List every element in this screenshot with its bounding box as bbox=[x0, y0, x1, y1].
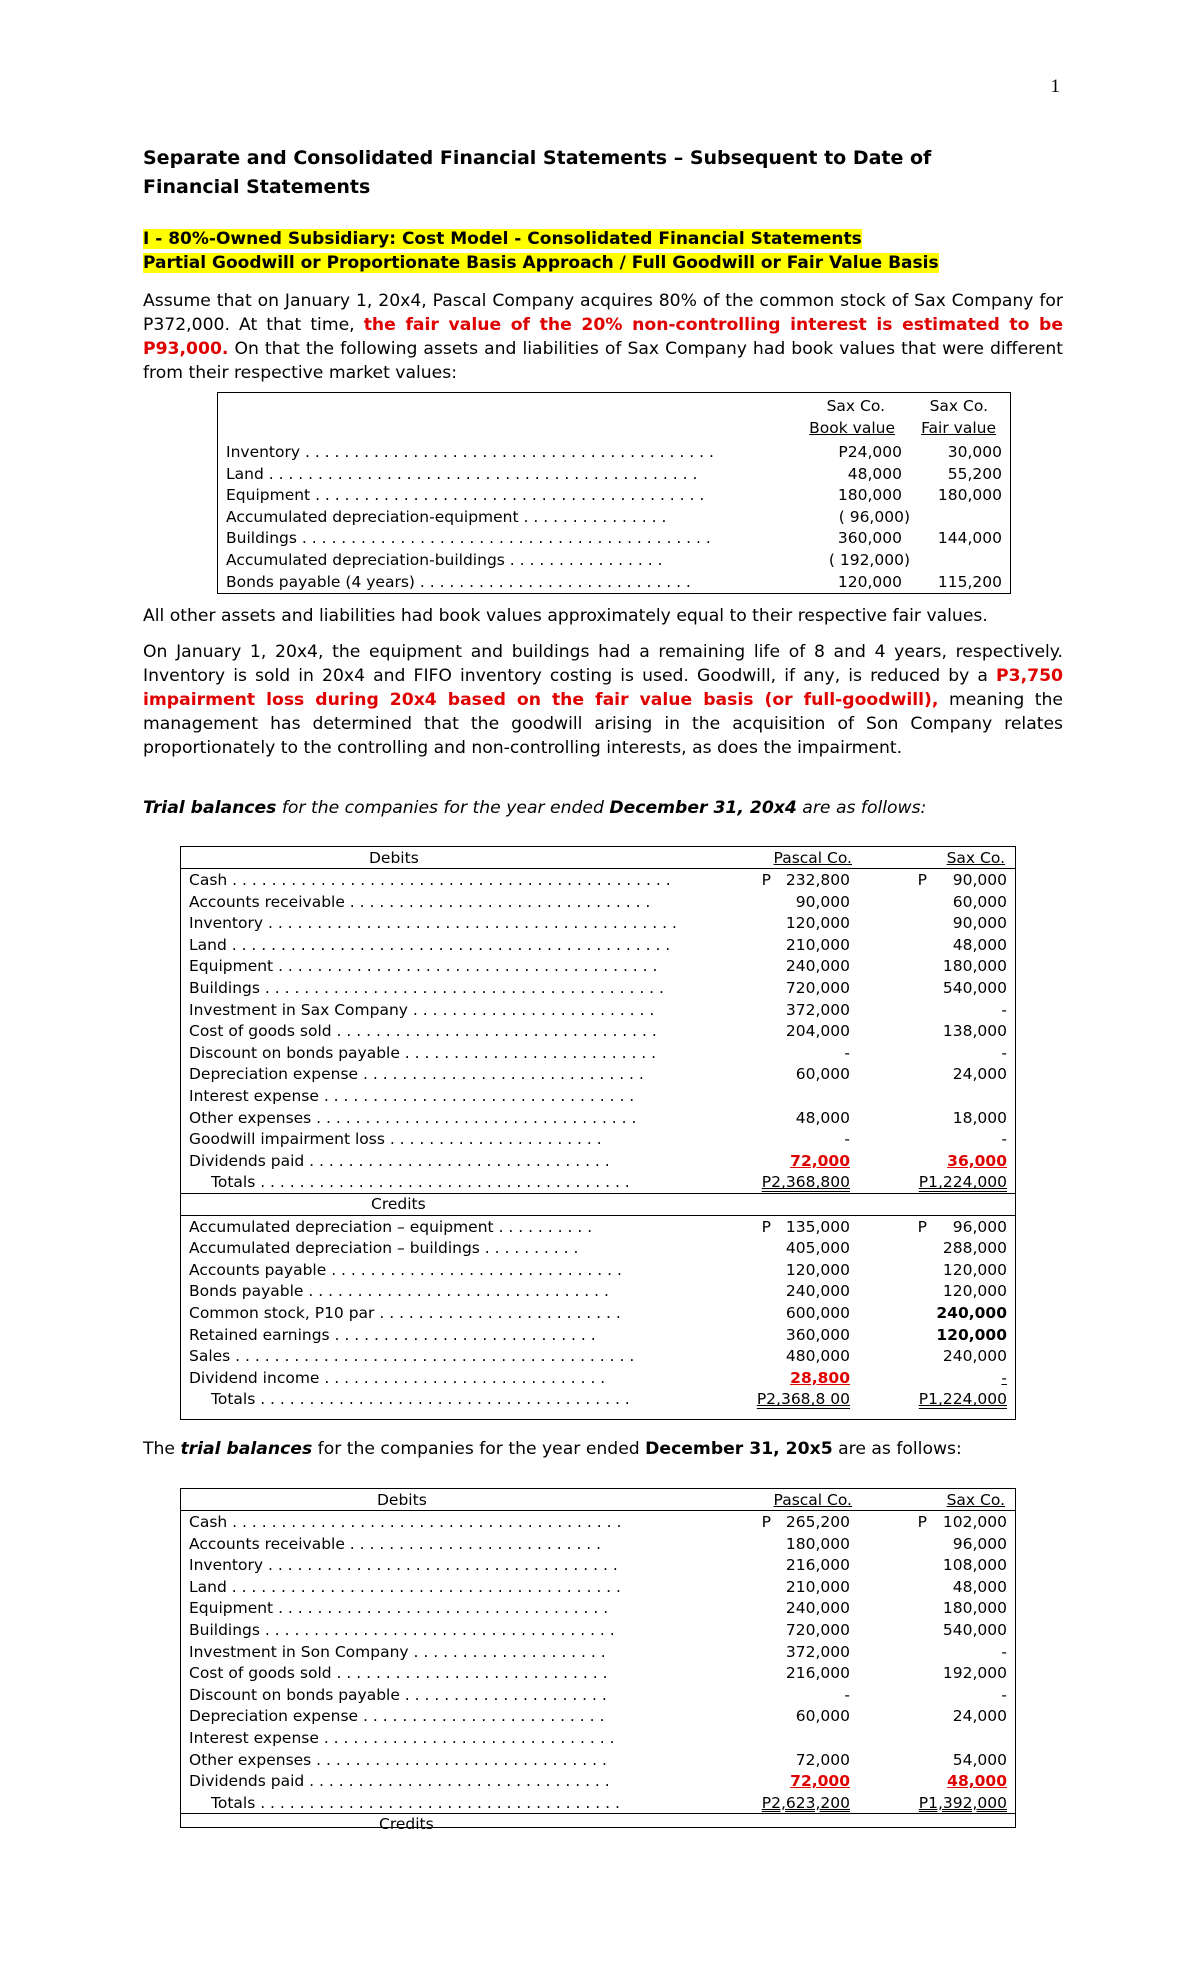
fair-value: 144,000 bbox=[937, 529, 1002, 548]
pascal-value: 120,000 bbox=[785, 914, 850, 933]
asset-label: Accumulated depreciation-equipment . . . . . . . . . . . . . . . bbox=[226, 507, 667, 526]
table-row bbox=[181, 1020, 1015, 1042]
table-row bbox=[181, 1388, 1015, 1410]
table-row bbox=[181, 1662, 1015, 1684]
row-label: Dividend income . . . . . . . . . . . . . . . . . . . . . . . . . . . . . bbox=[189, 1368, 606, 1387]
asset-row bbox=[218, 571, 1010, 593]
sax-value: - bbox=[1001, 1685, 1007, 1704]
table-row bbox=[181, 1705, 1015, 1727]
table-row bbox=[181, 1259, 1015, 1281]
asset-row bbox=[218, 463, 1010, 485]
table-row bbox=[181, 934, 1015, 956]
row-label: Common stock, P10 par . . . . . . . . . . . . . . . . . . . . . . . . . bbox=[189, 1304, 621, 1322]
book-value: ( 192,000) bbox=[828, 551, 910, 569]
section-rule bbox=[181, 1193, 1015, 1194]
trial-balance-intro-20x4: Trial balances for the companies for the year ended December 31, 20x4 are as follows: bbox=[143, 798, 927, 818]
credits-header: Credits bbox=[371, 1195, 426, 1213]
sax-value: 192,000 bbox=[942, 1664, 1007, 1683]
row-label: Totals . . . . . . . . . . . . . . . . . . . . . . . . . . . . . . . . . . . . . . bbox=[211, 1173, 630, 1192]
asset-row bbox=[218, 484, 1010, 506]
sax-value: 90,000 bbox=[952, 871, 1007, 889]
sax-value: - bbox=[1001, 1368, 1007, 1387]
pascal-value: - bbox=[844, 1043, 850, 1062]
pascal-value: P2,623,200 bbox=[761, 1793, 850, 1812]
pascal-value: 60,000 bbox=[795, 1065, 850, 1084]
pascal-value: 232,800 bbox=[785, 871, 850, 889]
intro-paragraph: Assume that on January 1, 20x4, Pascal Company acquires 80% of the common stock of Sax Company for P372,000. At that time, the fair value of the 20% non-controlling interest is estimated to be P93,000. On that the following assets and liabilities of Sax Company had book values that were different from their respective market values: bbox=[143, 291, 1063, 383]
pascal-value: 72,000 bbox=[795, 1750, 850, 1769]
sax-value: 48,000 bbox=[947, 1772, 1007, 1791]
debits-header: Debits bbox=[377, 1491, 427, 1509]
document-title: Separate and Consolidated Financial Statements – Subsequent to Date of Financial Statements bbox=[143, 147, 932, 198]
sax-value: 240,000 bbox=[942, 1347, 1007, 1366]
sax-value: 540,000 bbox=[942, 1621, 1007, 1639]
row-label: Cost of goods sold . . . . . . . . . . . . . . . . . . . . . . . . . . . . . . . . . bbox=[189, 1022, 657, 1041]
row-label: Dividends paid . . . . . . . . . . . . . . . . . . . . . . . . . . . . . . . bbox=[189, 1772, 610, 1791]
trial-balance-intro-20x5: The trial balances for the companies for the year ended December 31, 20x5 are as follows: bbox=[143, 1439, 962, 1459]
table-row bbox=[181, 1063, 1015, 1085]
table-row bbox=[181, 977, 1015, 999]
sax-value: 24,000 bbox=[952, 1065, 1007, 1084]
row-label: Depreciation expense . . . . . . . . . . . . . . . . . . . . . . . . . . . . . bbox=[189, 1065, 644, 1084]
pascal-value: 720,000 bbox=[785, 1621, 850, 1639]
asset-row bbox=[218, 441, 1010, 463]
table-row bbox=[181, 891, 1015, 913]
col-header: Fair value bbox=[921, 419, 996, 437]
pascal-value: 240,000 bbox=[785, 1282, 850, 1301]
sax-value: 24,000 bbox=[952, 1707, 1007, 1726]
col-header-pascal: Pascal Co. bbox=[773, 849, 852, 867]
row-label: Other expenses . . . . . . . . . . . . . . . . . . . . . . . . . . . . . . . . . bbox=[189, 1108, 637, 1127]
sax-value: 18,000 bbox=[952, 1108, 1007, 1127]
row-label: Cost of goods sold . . . . . . . . . . . . . . . . . . . . . . . . . . . . bbox=[189, 1664, 608, 1683]
table-row bbox=[181, 1684, 1015, 1706]
pascal-value: 90,000 bbox=[795, 892, 850, 911]
row-label: Depreciation expense . . . . . . . . . . . . . . . . . . . . . . . . . bbox=[189, 1707, 605, 1726]
fair-value: 55,200 bbox=[947, 464, 1002, 483]
trial-balance-20x5 bbox=[180, 1488, 1016, 1834]
pascal-value: 210,000 bbox=[785, 935, 850, 954]
book-value: 360,000 bbox=[837, 529, 902, 548]
pascal-value: 72,000 bbox=[790, 1151, 850, 1170]
table-row bbox=[181, 1641, 1015, 1663]
asset-label: Equipment . . . . . . . . . . . . . . . . . . . . . . . . . . . . . . . . . . . . . . . . bbox=[226, 486, 705, 505]
book-value: 48,000 bbox=[847, 464, 902, 483]
col-header: Book value bbox=[809, 419, 895, 437]
table-row bbox=[181, 1533, 1015, 1555]
asset-row bbox=[218, 527, 1010, 549]
row-label: Investment in Son Company . . . . . . . . . . . . . . . . . . . . bbox=[189, 1642, 606, 1661]
pascal-value: 216,000 bbox=[785, 1664, 850, 1683]
page-number: 1 bbox=[1050, 76, 1060, 97]
book-value: 180,000 bbox=[837, 486, 902, 505]
book-value: ( 96,000) bbox=[838, 507, 910, 526]
col-header-pascal: Pascal Co. bbox=[773, 1491, 852, 1509]
sax-value: 120,000 bbox=[942, 1260, 1007, 1279]
row-label: Accounts payable . . . . . . . . . . . . . . . . . . . . . . . . . . . . . . bbox=[189, 1260, 622, 1279]
pascal-value: 60,000 bbox=[795, 1707, 850, 1726]
pascal-value: 210,000 bbox=[785, 1577, 850, 1596]
sax-value: 96,000 bbox=[952, 1534, 1007, 1553]
pascal-value: 372,000 bbox=[785, 1642, 850, 1661]
row-label: Land . . . . . . . . . . . . . . . . . . . . . . . . . . . . . . . . . . . . . . . . bbox=[189, 1577, 621, 1596]
row-label: Buildings . . . . . . . . . . . . . . . . . . . . . . . . . . . . . . . . . . . . bbox=[189, 1621, 615, 1639]
row-label: Inventory . . . . . . . . . . . . . . . . . . . . . . . . . . . . . . . . . . . . bbox=[189, 1556, 618, 1575]
row-label: Inventory . . . . . . . . . . . . . . . . . . . . . . . . . . . . . . . . . . . . . . . . . . bbox=[189, 914, 677, 933]
table-row bbox=[181, 999, 1015, 1021]
col-header-sax: Sax Co. bbox=[946, 849, 1005, 867]
asset-label: Land . . . . . . . . . . . . . . . . . . . . . . . . . . . . . . . . . . . . . . . . . . . . bbox=[226, 464, 698, 483]
pascal-value: 720,000 bbox=[785, 979, 850, 997]
pascal-value: 372,000 bbox=[785, 1000, 850, 1019]
sax-value: 54,000 bbox=[952, 1750, 1007, 1769]
sax-value: 102,000 bbox=[942, 1513, 1007, 1531]
pascal-value: - bbox=[844, 1685, 850, 1704]
row-label: Discount on bonds payable . . . . . . . . . . . . . . . . . . . . . . . . . . bbox=[189, 1043, 657, 1062]
table-row bbox=[181, 1770, 1015, 1792]
debits-header: Debits bbox=[369, 849, 419, 867]
row-label: Other expenses . . . . . . . . . . . . . . . . . . . . . . . . . . . . . . bbox=[189, 1750, 607, 1769]
pascal-value: 360,000 bbox=[785, 1325, 850, 1344]
pascal-value: 180,000 bbox=[785, 1534, 850, 1553]
table-row bbox=[181, 1749, 1015, 1771]
table-row bbox=[181, 1085, 1015, 1107]
sax-value: 120,000 bbox=[942, 1282, 1007, 1301]
table-row bbox=[181, 1727, 1015, 1749]
sax-value: P1,224,000 bbox=[918, 1173, 1007, 1192]
row-label: Retained earnings . . . . . . . . . . . . . . . . . . . . . . . . . . . bbox=[189, 1325, 596, 1344]
pascal-value: 135,000 bbox=[785, 1217, 850, 1236]
table-row bbox=[181, 912, 1015, 934]
pascal-value: 216,000 bbox=[785, 1556, 850, 1575]
asset-label: Buildings . . . . . . . . . . . . . . . . . . . . . . . . . . . . . . . . . . . . . . . . . . bbox=[226, 529, 711, 548]
table-row bbox=[181, 1107, 1015, 1129]
sax-value: P1,224,000 bbox=[918, 1390, 1007, 1409]
section-rule bbox=[181, 1813, 1015, 1814]
pascal-value: 600,000 bbox=[785, 1304, 850, 1322]
asset-label: Bonds payable (4 years) . . . . . . . . . . . . . . . . . . . . . . . . . . . . bbox=[226, 572, 691, 591]
row-label: Interest expense . . . . . . . . . . . . . . . . . . . . . . . . . . . . . . bbox=[189, 1729, 615, 1747]
currency-symbol: P bbox=[761, 1217, 771, 1236]
paragraph-2: All other assets and liabilities had book values approximately equal to their respective fair values. bbox=[143, 606, 988, 626]
sax-value: - bbox=[1001, 1130, 1007, 1149]
asset-row bbox=[218, 506, 1010, 528]
table-row bbox=[181, 1237, 1015, 1259]
currency-symbol: P bbox=[917, 1513, 927, 1531]
pascal-value: 405,000 bbox=[785, 1239, 850, 1258]
row-label: Dividends paid . . . . . . . . . . . . . . . . . . . . . . . . . . . . . . . bbox=[189, 1151, 610, 1170]
table-row bbox=[181, 955, 1015, 977]
row-label: Goodwill impairment loss . . . . . . . . . . . . . . . . . . . . . . bbox=[189, 1130, 602, 1149]
sax-value: 48,000 bbox=[952, 935, 1007, 954]
table-row bbox=[181, 1597, 1015, 1619]
sax-value: 540,000 bbox=[942, 979, 1007, 997]
pascal-value: 480,000 bbox=[785, 1347, 850, 1366]
row-label: Cash . . . . . . . . . . . . . . . . . . . . . . . . . . . . . . . . . . . . . . . . . . . . . bbox=[189, 871, 671, 889]
col-header: Sax Co. bbox=[826, 397, 885, 415]
credits-header: Credits bbox=[379, 1815, 434, 1834]
row-label: Investment in Sax Company . . . . . . . . . . . . . . . . . . . . . . . . . bbox=[189, 1000, 655, 1019]
table-row bbox=[181, 1792, 1015, 1814]
pascal-value: 72,000 bbox=[790, 1772, 850, 1791]
trial-balance-20x4 bbox=[180, 846, 1016, 1420]
pascal-value: 240,000 bbox=[785, 1599, 850, 1618]
table-row bbox=[181, 1128, 1015, 1150]
fair-value: 115,200 bbox=[937, 572, 1002, 591]
pascal-value: 265,200 bbox=[785, 1513, 850, 1531]
row-label: Cash . . . . . . . . . . . . . . . . . . . . . . . . . . . . . . . . . . . . . . . . bbox=[189, 1513, 622, 1531]
table-row bbox=[181, 1302, 1015, 1324]
pascal-value: 120,000 bbox=[785, 1260, 850, 1279]
sax-value: 48,000 bbox=[952, 1577, 1007, 1596]
row-label: Sales . . . . . . . . . . . . . . . . . . . . . . . . . . . . . . . . . . . . . . . . . bbox=[189, 1347, 635, 1366]
sax-value: 108,000 bbox=[942, 1556, 1007, 1575]
section-heading-1: I - 80%-Owned Subsidiary: Cost Model - Consolidated Financial Statements bbox=[143, 229, 862, 249]
currency-symbol: P bbox=[917, 871, 927, 889]
sax-value: 288,000 bbox=[942, 1239, 1007, 1258]
table-row bbox=[181, 1042, 1015, 1064]
table-row bbox=[181, 1171, 1015, 1193]
section-heading-2: Partial Goodwill or Proportionate Basis Approach / Full Goodwill or Fair Value Basis bbox=[143, 253, 939, 273]
pascal-value: P2,368,800 bbox=[761, 1173, 850, 1192]
sax-value: 180,000 bbox=[942, 1599, 1007, 1618]
currency-symbol: P bbox=[761, 871, 771, 889]
book-value: P24,000 bbox=[838, 443, 902, 461]
row-label: Equipment . . . . . . . . . . . . . . . . . . . . . . . . . . . . . . . . . . . . . . . bbox=[189, 957, 658, 976]
row-label: Discount on bonds payable . . . . . . . . . . . . . . . . . . . . . bbox=[189, 1685, 607, 1704]
pascal-value: 28,800 bbox=[790, 1368, 850, 1387]
table-row bbox=[181, 1367, 1015, 1389]
sax-value: 180,000 bbox=[942, 957, 1007, 976]
row-label: Interest expense . . . . . . . . . . . . . . . . . . . . . . . . . . . . . . . . bbox=[189, 1087, 635, 1105]
row-label: Totals . . . . . . . . . . . . . . . . . . . . . . . . . . . . . . . . . . . . . . bbox=[211, 1390, 630, 1409]
pascal-value: - bbox=[844, 1130, 850, 1149]
sax-value: 120,000 bbox=[936, 1325, 1007, 1344]
table-row bbox=[181, 1280, 1015, 1302]
row-label: Buildings . . . . . . . . . . . . . . . . . . . . . . . . . . . . . . . . . . . . . . . . . bbox=[189, 979, 664, 997]
table-row bbox=[181, 1150, 1015, 1172]
table-row bbox=[181, 1324, 1015, 1346]
row-label: Accumulated depreciation – buildings . . . . . . . . . . bbox=[189, 1239, 579, 1258]
row-label: Accumulated depreciation – equipment . . . . . . . . . . bbox=[189, 1217, 593, 1236]
currency-symbol: P bbox=[917, 1217, 927, 1236]
asset-row bbox=[218, 549, 1010, 571]
sax-value: - bbox=[1001, 1043, 1007, 1062]
sax-value: 138,000 bbox=[942, 1022, 1007, 1041]
sax-value: - bbox=[1001, 1000, 1007, 1019]
table-row bbox=[181, 1576, 1015, 1598]
pascal-value: P2,368,8 00 bbox=[756, 1390, 850, 1409]
paragraph-3: On January 1, 20x4, the equipment and buildings had a remaining life of 8 and 4 years, respectively. Inventory is sold in 20x4 and FIFO inventory costing is used. Goodwill, if any, is reduced by a P3,750 impairment loss during 20x4 based on the fair value basis (or full-goodwill), meaning the management has determined that the goodwill arising in the acquisition of Son Company relates proportionately to the controlling and non-controlling interests, as does the impairment. bbox=[143, 642, 1063, 758]
fair-value: 30,000 bbox=[947, 443, 1002, 461]
asset-label: Accumulated depreciation-buildings . . . . . . . . . . . . . . . . bbox=[226, 551, 663, 569]
pascal-value: 48,000 bbox=[795, 1108, 850, 1127]
pascal-value: 204,000 bbox=[785, 1022, 850, 1041]
row-label: Totals . . . . . . . . . . . . . . . . . . . . . . . . . . . . . . . . . . . . . bbox=[211, 1793, 620, 1812]
table-row bbox=[181, 869, 1015, 891]
book-value: 120,000 bbox=[837, 572, 902, 591]
sax-value: 36,000 bbox=[947, 1151, 1007, 1170]
table-row bbox=[181, 1619, 1015, 1641]
currency-symbol: P bbox=[761, 1513, 771, 1531]
sax-value: 60,000 bbox=[952, 892, 1007, 911]
pascal-value: 240,000 bbox=[785, 957, 850, 976]
sax-value: 90,000 bbox=[952, 914, 1007, 933]
row-label: Accounts receivable . . . . . . . . . . . . . . . . . . . . . . . . . . . . . . . bbox=[189, 892, 651, 911]
col-header: Sax Co. bbox=[929, 397, 988, 415]
table-row bbox=[181, 1511, 1015, 1533]
sax-value: 240,000 bbox=[936, 1304, 1007, 1322]
row-label: Equipment . . . . . . . . . . . . . . . . . . . . . . . . . . . . . . . . . . bbox=[189, 1599, 609, 1618]
asset-label: Inventory . . . . . . . . . . . . . . . . . . . . . . . . . . . . . . . . . . . . . . . . . . bbox=[226, 443, 714, 461]
row-label: Land . . . . . . . . . . . . . . . . . . . . . . . . . . . . . . . . . . . . . . . . . . . . . bbox=[189, 935, 671, 954]
sax-value: - bbox=[1001, 1642, 1007, 1661]
fair-value: 180,000 bbox=[937, 486, 1002, 505]
table-row bbox=[181, 1216, 1015, 1238]
col-header-sax: Sax Co. bbox=[946, 1491, 1005, 1509]
table-row bbox=[181, 1345, 1015, 1367]
sax-value: P1,392,000 bbox=[918, 1793, 1007, 1812]
asset-table bbox=[217, 392, 1011, 594]
row-label: Bonds payable . . . . . . . . . . . . . . . . . . . . . . . . . . . . . . . bbox=[189, 1282, 609, 1301]
sax-value: 96,000 bbox=[952, 1217, 1007, 1236]
row-label: Accounts receivable . . . . . . . . . . . . . . . . . . . . . . . . . . bbox=[189, 1534, 602, 1553]
table-row bbox=[181, 1554, 1015, 1576]
